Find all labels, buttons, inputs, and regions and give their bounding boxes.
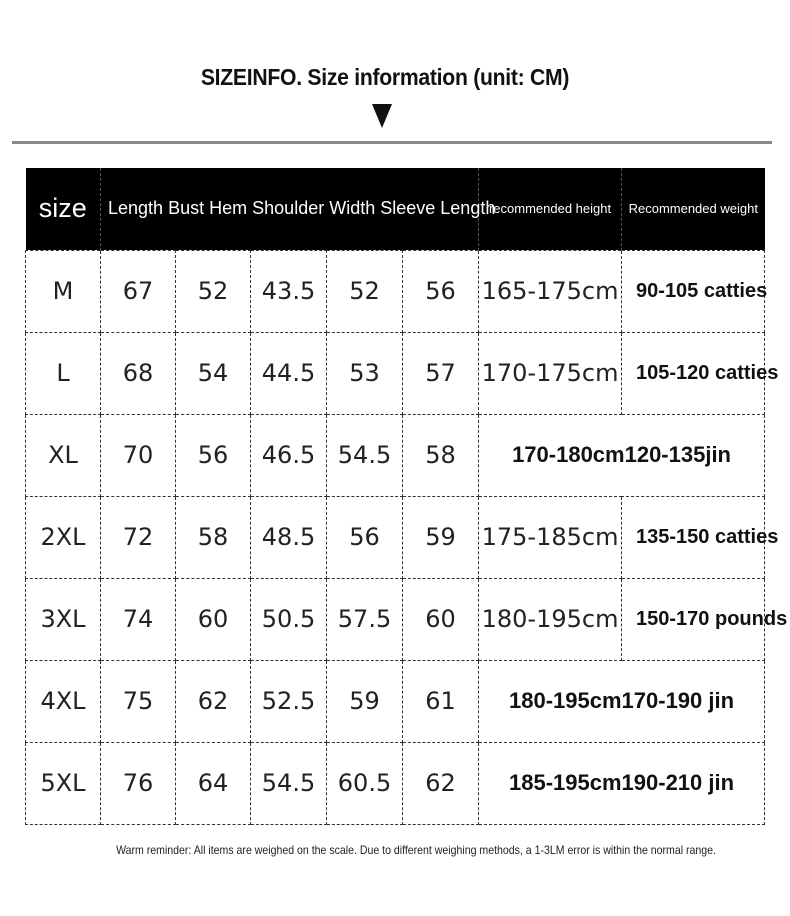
cell-shoulder: 53 [327,332,403,414]
cell-bust: 58 [176,496,251,578]
table-row [26,250,765,332]
cell-height-weight: 180-195cm170-190 jin [479,660,765,742]
cell-length: 70 [101,414,176,496]
header-sleeve: Sleeve Length [380,198,496,219]
cell-sleeve: 57 [403,332,479,414]
cell-shoulder: 60.5 [327,742,403,824]
cell-size: 2XL [26,496,101,578]
cell-bust: 52 [176,250,251,332]
cell-height: 175-185cm [479,496,622,578]
cell-sleeve: 56 [403,250,479,332]
cell-hem: 54.5 [251,742,327,824]
cell-height: 165-175cm [479,250,622,332]
cell-shoulder: 57.5 [327,578,403,660]
cell-hem: 52.5 [251,660,327,742]
table-header-row [26,168,765,250]
warm-reminder: Warm reminder: All items are weighed on the scale. Due to different weighing methods, a 1-3LM error is within the normal range. [116,843,716,857]
cell-shoulder: 59 [327,660,403,742]
cell-weight: 105-120 catties [622,332,765,414]
cell-weight: 135-150 catties [622,496,765,578]
cell-size: 5XL [26,742,101,824]
cell-length: 68 [101,332,176,414]
cell-size: M [26,250,101,332]
down-arrow-icon [372,104,392,128]
cell-height-weight: 185-195cm190-210 jin [479,742,765,824]
cell-bust: 54 [176,332,251,414]
header-bust: Bust [168,198,205,219]
cell-shoulder: 54.5 [327,414,403,496]
cell-shoulder: 52 [327,250,403,332]
cell-sleeve: 58 [403,414,479,496]
table-row [26,742,765,824]
cell-sleeve: 62 [403,742,479,824]
cell-size: XL [26,414,101,496]
cell-size: 3XL [26,578,101,660]
cell-length: 67 [101,250,176,332]
cell-length: 74 [101,578,176,660]
table-row [26,414,765,496]
header-size: size [26,168,101,250]
cell-shoulder: 56 [327,496,403,578]
cell-weight: 150-170 pounds [622,578,765,660]
cell-size: 4XL [26,660,101,742]
header-length: Length [108,198,164,219]
cell-height: 170-175cm [479,332,622,414]
cell-sleeve: 60 [403,578,479,660]
cell-bust: 64 [176,742,251,824]
table-row [26,660,765,742]
cell-weight: 90-105 catties [622,250,765,332]
header-shoulder: Shoulder Width [252,198,376,219]
cell-hem: 44.5 [251,332,327,414]
header-height: recommended height [479,168,622,250]
cell-hem: 46.5 [251,414,327,496]
cell-bust: 62 [176,660,251,742]
cell-hem: 43.5 [251,250,327,332]
cell-size: L [26,332,101,414]
cell-bust: 56 [176,414,251,496]
header-measurements [101,168,496,250]
cell-bust: 60 [176,578,251,660]
header-weight: Recommended weight [628,201,758,217]
cell-hem: 50.5 [251,578,327,660]
size-chart-table [25,168,788,825]
page-title: SIZEINFO. Size information (unit: CM) [200,64,570,90]
cell-length: 76 [101,742,176,824]
cell-sleeve: 61 [403,660,479,742]
cell-sleeve: 59 [403,496,479,578]
cell-length: 75 [101,660,176,742]
table-row [26,332,765,414]
cell-height: 180-195cm [479,578,622,660]
cell-hem: 48.5 [251,496,327,578]
cell-length: 72 [101,496,176,578]
header-hem: Hem [209,198,248,219]
table-row [26,578,765,660]
table-row [26,496,765,578]
cell-height-weight: 170-180cm120-135jin [479,414,765,496]
divider [12,141,772,144]
